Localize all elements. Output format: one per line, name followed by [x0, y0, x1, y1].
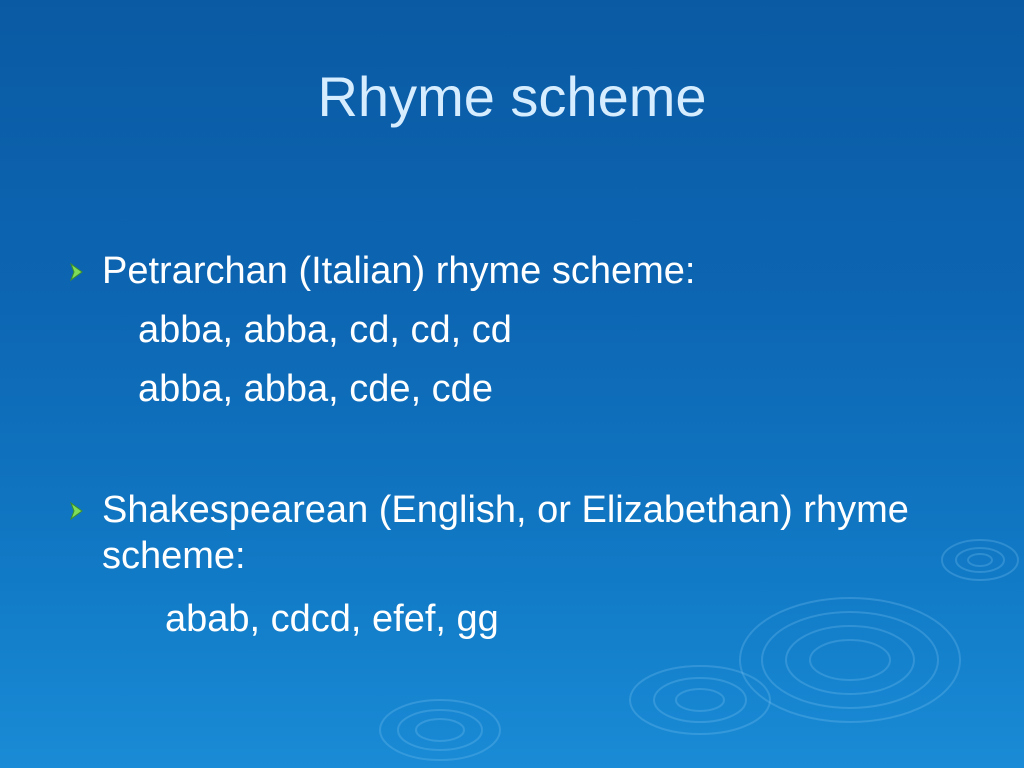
bullet-text: Shakespearean (English, or Elizabethan) rhyme scheme: [102, 489, 909, 577]
arrow-bullet-icon [66, 500, 88, 522]
bullet-text: Petrarchan (Italian) rhyme scheme: [102, 250, 696, 292]
slide-title: Rhyme scheme [317, 65, 707, 128]
arrow-bullet-icon [66, 261, 88, 283]
scheme-line: abab, cdcd, efef, gg [165, 598, 499, 640]
scheme-line: abba, abba, cde, cde [138, 368, 493, 410]
bullet-item-petrarchan [66, 248, 946, 294]
scheme-line: abba, abba, cd, cd, cd [138, 309, 512, 351]
bullet-item-shakespearean [66, 487, 946, 579]
